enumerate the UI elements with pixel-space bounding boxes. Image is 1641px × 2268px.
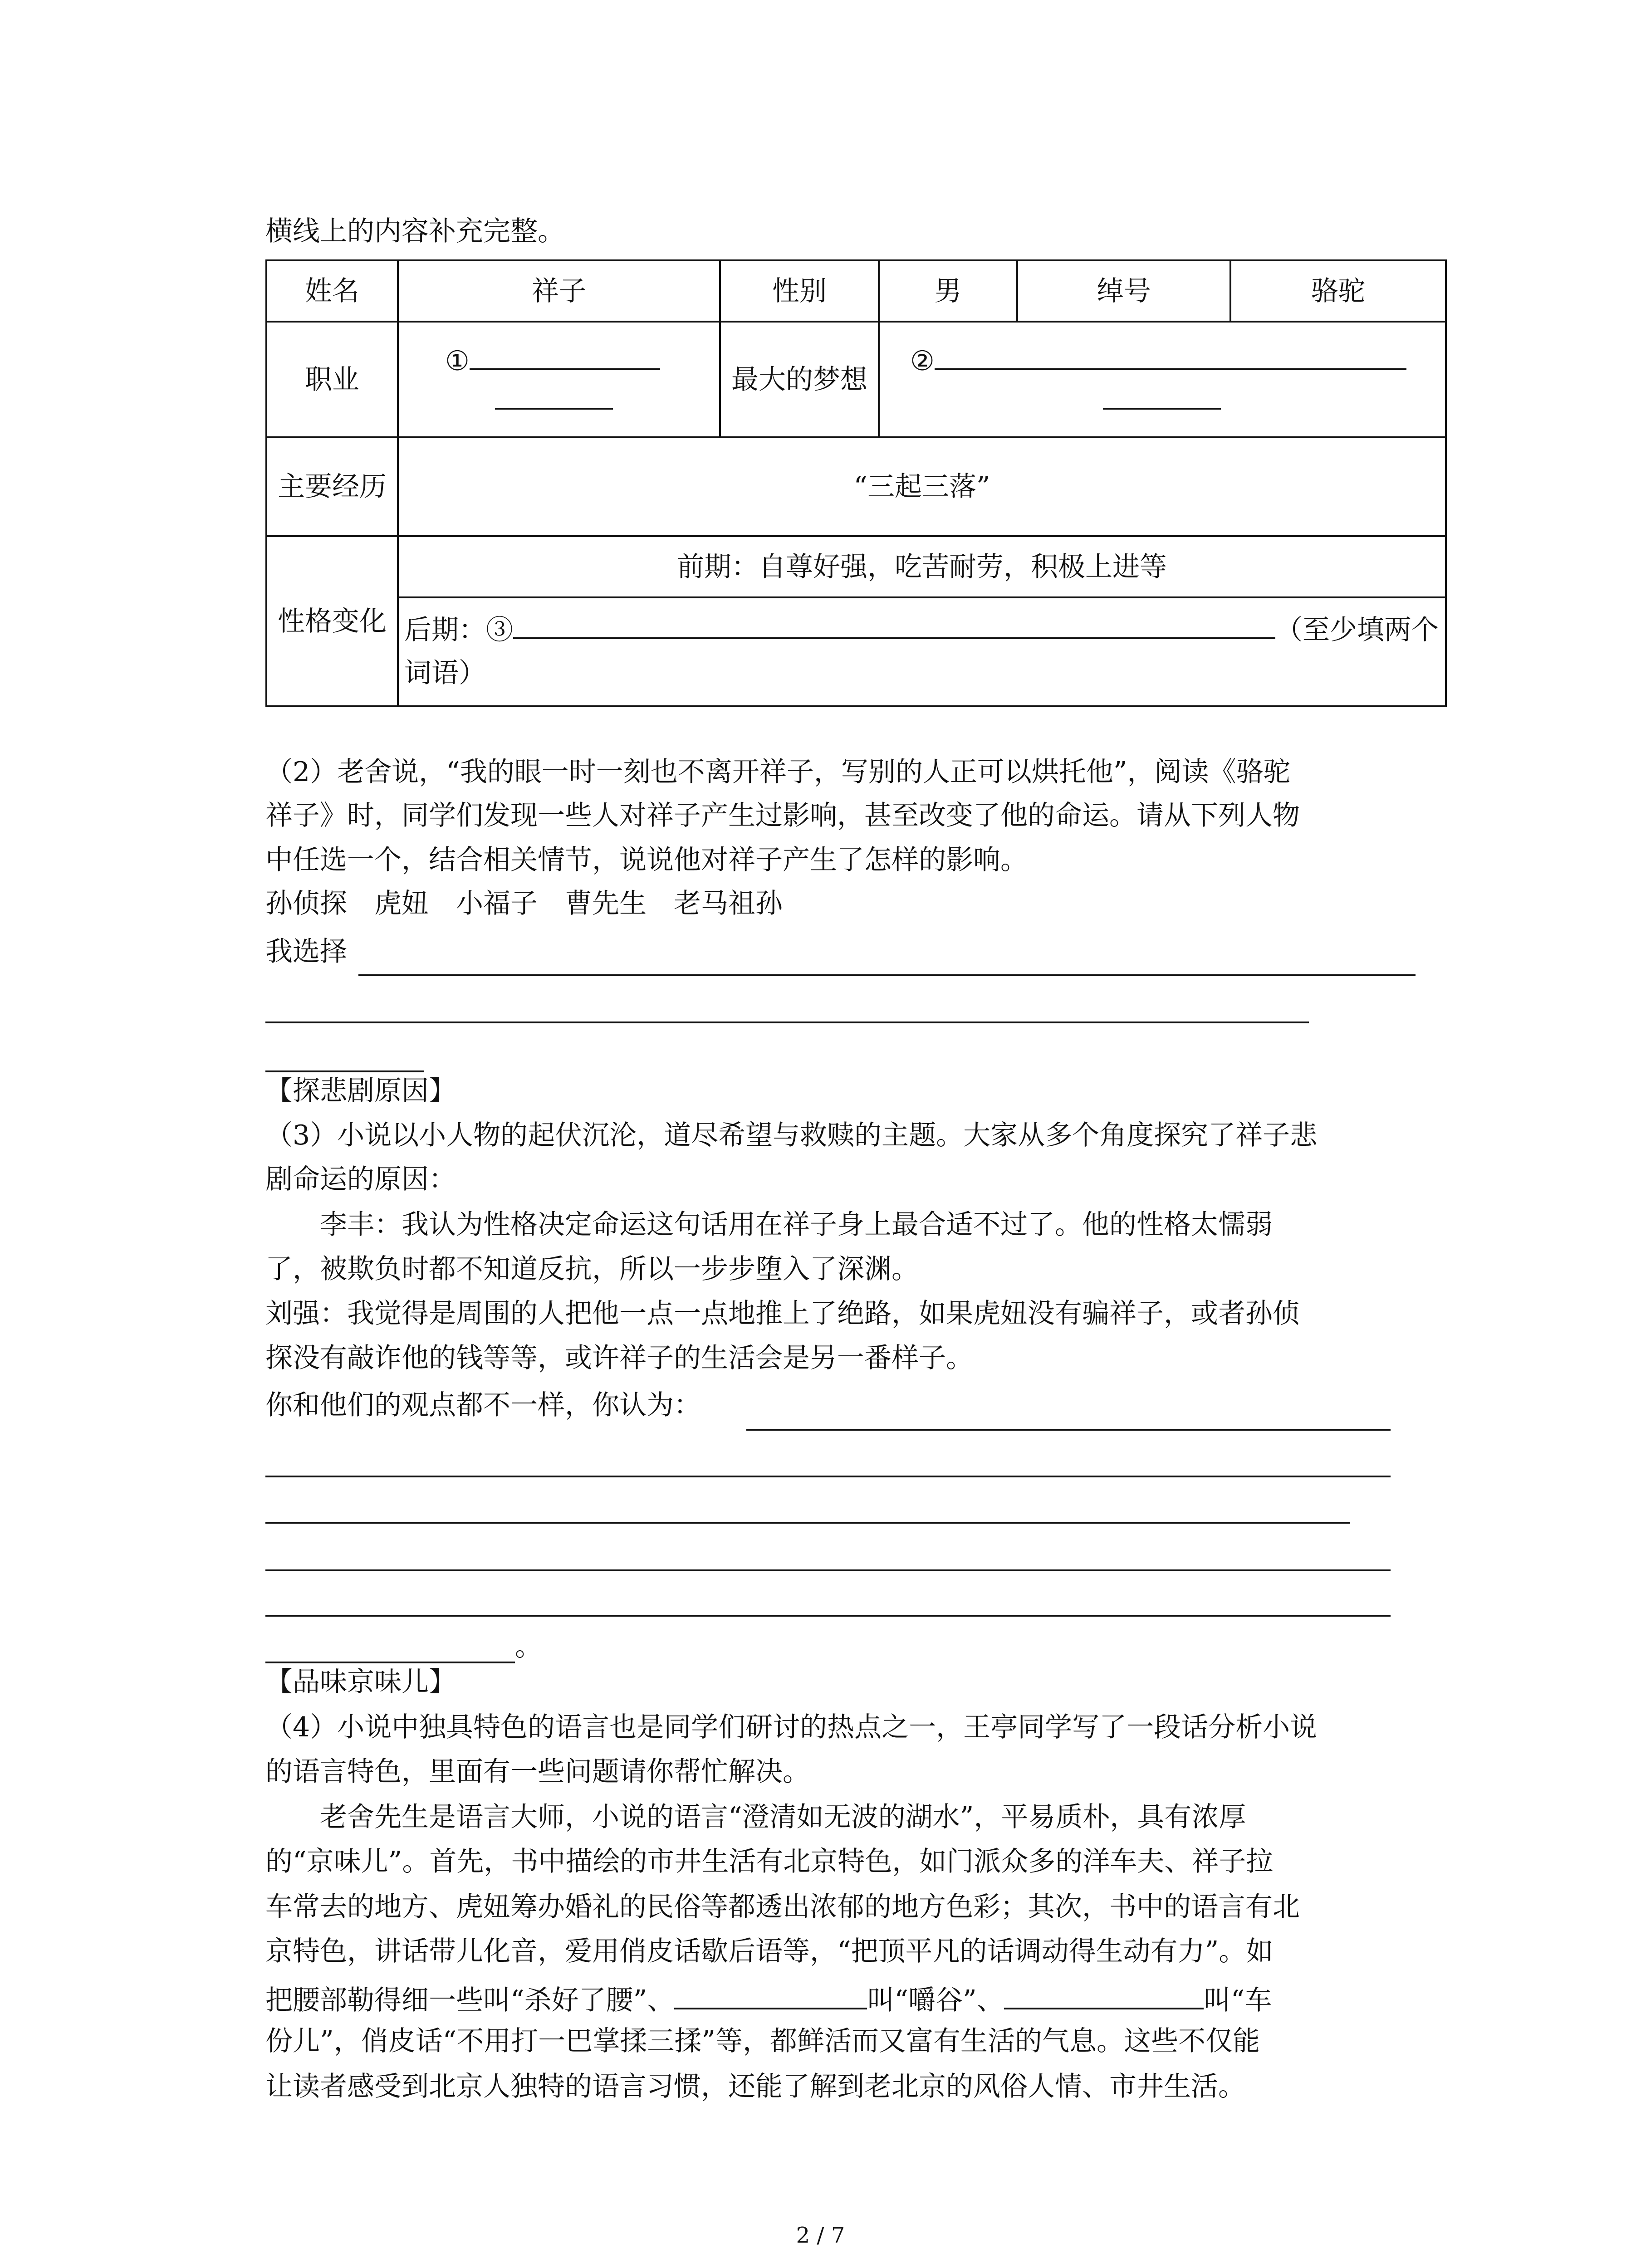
table-row: [266, 260, 1446, 322]
nickname-label: 绰号: [1017, 260, 1230, 322]
gender-value: 男: [879, 260, 1017, 322]
section4-para2: 的“京味儿”。首先，书中描绘的市井生活有北京特色，如门派众多的洋车夫、祥子拉: [265, 1846, 1274, 1877]
section3-answer-line[interactable]: [746, 1429, 1391, 1431]
job-answer-cell: [398, 322, 720, 437]
gender-label: 性别: [720, 260, 879, 322]
section4-para3: 车常去的地方、虎妞筹办婚礼的民俗等都透出浓郁的地方色彩；其次，书中的语言有北: [265, 1891, 1300, 1923]
personality-late-blank[interactable]: [513, 609, 1275, 639]
table-row: [266, 536, 1446, 597]
personality-late-prefix: 后期：③: [404, 614, 513, 646]
q2-answer-line[interactable]: [265, 1070, 424, 1072]
intro-text: 横线上的内容补充完整。: [265, 215, 565, 247]
job-blank[interactable]: [470, 340, 660, 370]
section3-end-mark: 。: [515, 1631, 542, 1662]
q2-answer-line[interactable]: [358, 974, 1416, 976]
section4-para5-b: 叫“嚼谷”、: [867, 1984, 1004, 2016]
table-row: [266, 437, 1446, 536]
section3-answer-line[interactable]: [265, 1615, 1391, 1617]
section3-line2: 剧命运的原因：: [265, 1163, 456, 1195]
personality-early: 前期：自尊好强，吃苦耐劳，积极上进等: [398, 536, 1446, 597]
page-number: 2 / 7: [796, 2223, 845, 2248]
section4-para6: 份儿”，俏皮话“不用打一巴掌揉三揉”等，都鲜活而又富有生活的气息。这些不仅能: [265, 2025, 1260, 2057]
section3-answer-line[interactable]: [265, 1476, 1391, 1477]
section4-para4: 京特色，讲话带儿化音，爱用俏皮话歇后语等，“把顶平凡的话调动得生动有力”。如: [265, 1936, 1274, 1967]
dream-blank[interactable]: [935, 340, 1406, 370]
personality-late-suffix: （至少填两个词语）: [404, 614, 1439, 689]
section3-line1: （3）小说以小人物的起伏沉沦，道尽希望与救赎的主题。大家从多个角度探究了祥子悲: [265, 1119, 1318, 1151]
nickname-value: 骆驼: [1230, 260, 1446, 322]
table-row: [266, 597, 1446, 706]
job-marker: ①: [445, 345, 470, 377]
section4-line2: 的语言特色，里面有一些问题请你帮忙解决。: [265, 1756, 810, 1788]
liuqiang-line2: 探没有敲诈他的钱等等，或许祥子的生活会是另一番样子。: [265, 1342, 973, 1374]
job-blank-cont[interactable]: [495, 380, 613, 410]
personality-late-cell: [398, 597, 1446, 706]
dream-marker: ②: [910, 345, 935, 377]
experience-label: 主要经历: [266, 437, 398, 536]
section4-para5: [265, 1978, 1272, 2019]
section4-para5-c: 叫“车: [1203, 1984, 1272, 2016]
name-value: 祥子: [398, 260, 720, 322]
section3-answer-line[interactable]: [265, 1569, 1391, 1571]
lifeng-line1: 李丰：我认为性格决定命运这句话用在祥子身上最合适不过了。他的性格太懦弱: [320, 1209, 1273, 1241]
section3-answer-line[interactable]: [265, 1522, 1350, 1524]
job-label: 职业: [266, 322, 398, 437]
name-label: 姓名: [266, 260, 398, 322]
section4-blank-2[interactable]: [1004, 1978, 1204, 2009]
q2-answer-line[interactable]: [265, 1022, 1309, 1023]
q2-line2: 祥子》时，同学们发现一些人对祥子产生过影响，甚至改变了他的命运。请从下列人物: [265, 800, 1300, 831]
q2-line1: （2）老舍说，“我的眼一时一刻也不离开祥子，写别的人正可以烘托他”，阅读《骆驼: [265, 756, 1291, 788]
dream-answer-cell: [879, 322, 1446, 437]
character-card-table: [265, 259, 1447, 707]
section3-answer-line[interactable]: [265, 1662, 515, 1663]
q2-people: 孙侦探 虎妞 小福子 曹先生 老马祖孙: [265, 888, 783, 919]
section4-blank-1[interactable]: [674, 1978, 867, 2009]
personality-label: 性格变化: [266, 536, 398, 706]
liuqiang-line1: 刘强：我觉得是周围的人把他一点一点地推上了绝路，如果虎妞没有骗祥子，或者孙侦: [265, 1298, 1300, 1330]
lifeng-line2: 了，被欺负时都不知道反抗，所以一步步堕入了深渊。: [265, 1253, 919, 1285]
section3-heading: 【探悲剧原因】: [265, 1075, 456, 1107]
experience-value: “三起三落”: [398, 437, 1446, 536]
section4-para5-a: 把腰部勒得细一些叫“杀好了腰”、: [265, 1984, 675, 2016]
table-row: [266, 322, 1446, 437]
section4-para1: 老舍先生是语言大师，小说的语言“澄清如无波的湖水”，平易质朴，具有浓厚: [320, 1801, 1246, 1833]
section3-prompt: 你和他们的观点都不一样，你认为：: [265, 1389, 701, 1421]
q2-choose-label: 我选择: [265, 936, 347, 968]
section4-para7: 让读者感受到北京人独特的语言习惯，还能了解到老北京的风俗人情、市井生活。: [265, 2071, 1245, 2102]
q2-line3: 中任选一个，结合相关情节，说说他对祥子产生了怎样的影响。: [265, 844, 1028, 876]
section4-line1: （4）小说中独具特色的语言也是同学们研讨的热点之一，王亭同学写了一段话分析小说: [265, 1711, 1318, 1743]
section4-heading: 【品味京味儿】: [265, 1666, 456, 1698]
dream-blank-cont[interactable]: [1103, 380, 1221, 410]
dream-label: 最大的梦想: [720, 322, 879, 437]
